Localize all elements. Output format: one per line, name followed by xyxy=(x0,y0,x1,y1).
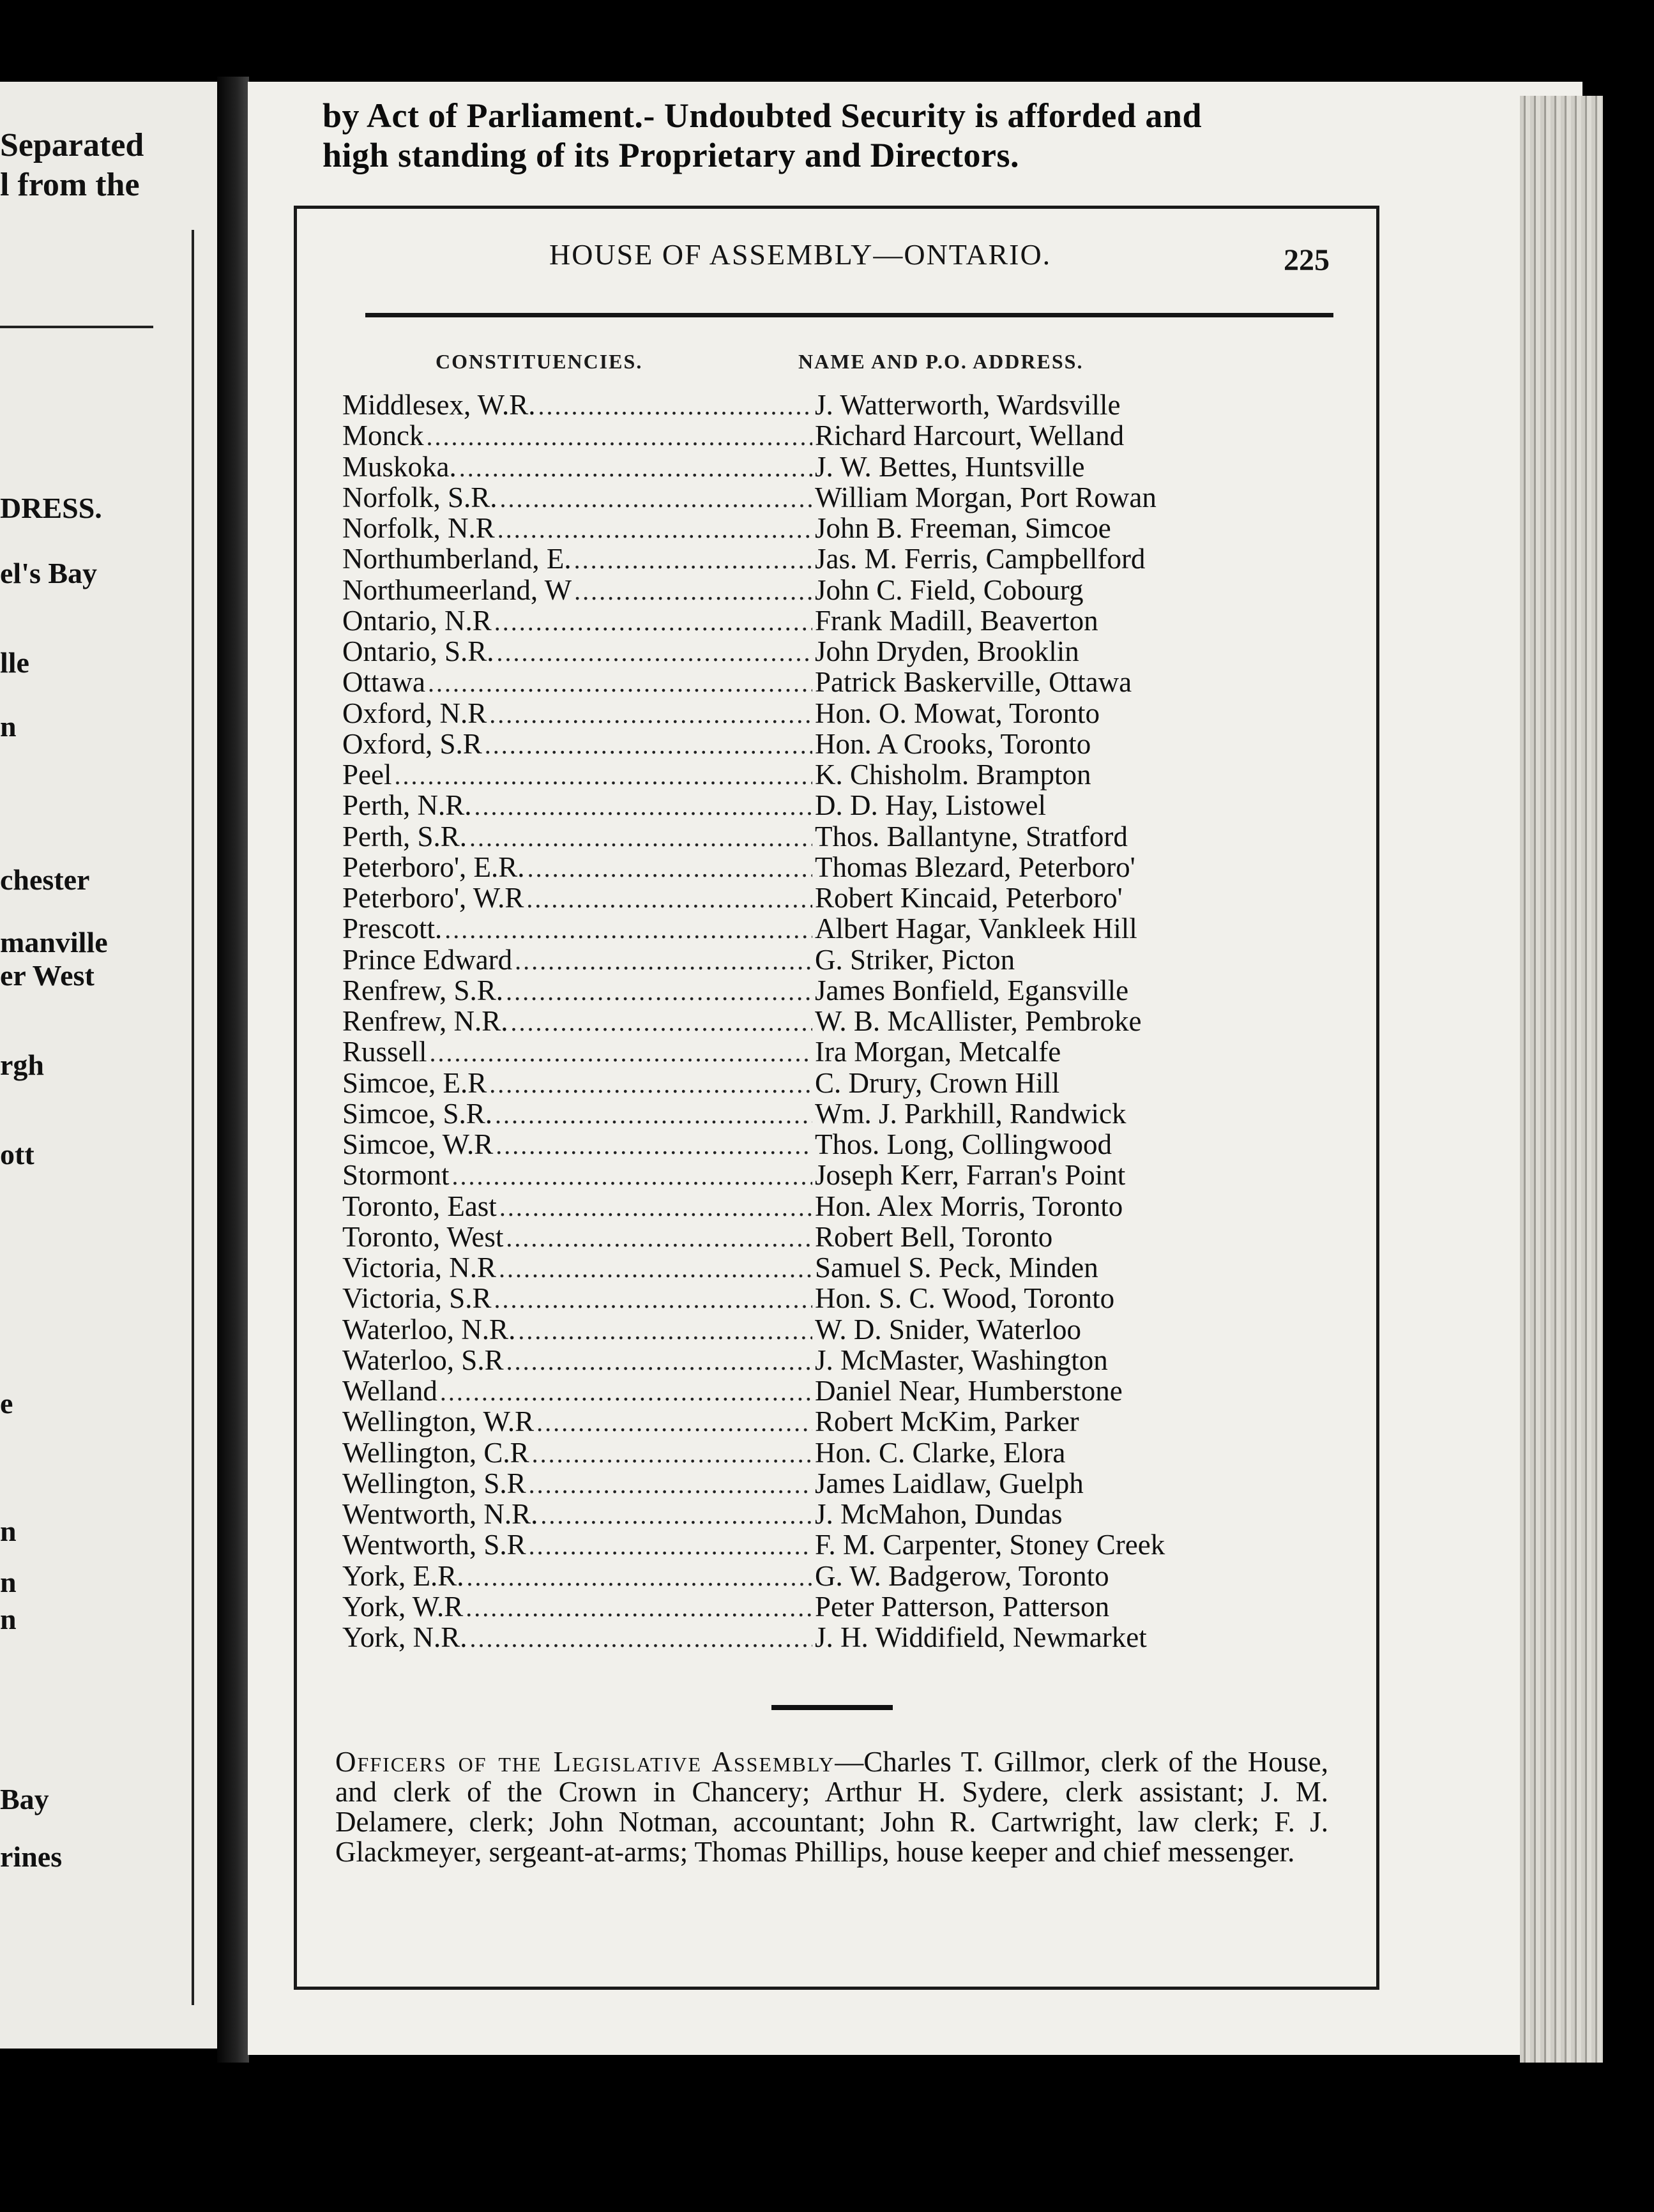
section-divider xyxy=(771,1705,893,1710)
member-name-address: Daniel Near, Humberstone xyxy=(815,1375,1123,1407)
member-name-address: Albert Hagar, Vankleek Hill xyxy=(815,913,1137,945)
dot-leader xyxy=(529,1469,812,1500)
dot-leader xyxy=(469,822,812,853)
constituency-name: Renfrew, S.R. xyxy=(342,974,504,1006)
member-name-address: James Bonfield, Egansville xyxy=(815,974,1129,1006)
member-name-address: Peter Patterson, Patterson xyxy=(815,1590,1110,1623)
member-name-address: D. D. Hay, Listowel xyxy=(815,789,1047,822)
member-row xyxy=(342,665,1300,699)
member-name-address: Robert Bell, Toronto xyxy=(815,1220,1053,1253)
officers-text: —Charles T. Gillmor, clerk of the House, and clerk of the Crown in Chancery; Arthur H. Sydere, clerk assistant; J. M. Delamere, clerk; John Notman, accountant; John R. Cartwright, law clerk; F. J. Glackmeyer, sergeant-at-arms; Thomas Phillips, house keeper and chief messenger. xyxy=(335,1746,1328,1868)
member-name-address: Thomas Blezard, Peterboro' xyxy=(815,851,1135,883)
member-row xyxy=(342,1220,1300,1251)
officers-heading: Officers of the Legislative Assembly xyxy=(335,1746,835,1778)
left-page-fragment-text: chester xyxy=(0,863,90,896)
dot-leader xyxy=(506,1346,812,1377)
constituency-name: York, W.R xyxy=(342,1590,464,1623)
dot-leader xyxy=(574,576,812,607)
member-name-address: K. Chisholm. Brampton xyxy=(815,759,1091,791)
left-page-fragment-text: er West xyxy=(0,959,95,992)
dot-leader xyxy=(496,1130,812,1161)
member-row xyxy=(342,1621,1300,1651)
advertisement-line-1: by Act of Parliament.- Undoubted Security is afforded and xyxy=(322,96,1202,135)
member-row xyxy=(342,1097,1300,1128)
member-row xyxy=(342,1313,1300,1344)
constituency-name: Middlesex, W.R. xyxy=(342,389,536,421)
member-name-address: Joseph Kerr, Farran's Point xyxy=(815,1159,1126,1192)
dot-leader xyxy=(452,1161,812,1192)
constituency-name: Stormont xyxy=(342,1159,450,1192)
member-row xyxy=(342,1436,1300,1467)
dot-leader xyxy=(574,545,812,575)
dot-leader xyxy=(538,391,812,421)
left-page-fragment-text: rines xyxy=(0,1840,63,1873)
member-name-address: Frank Madill, Beaverton xyxy=(815,604,1098,637)
member-name-address: Hon. A Crooks, Toronto xyxy=(815,727,1091,760)
member-row xyxy=(342,1374,1300,1405)
member-row xyxy=(342,1128,1300,1158)
constituency-name: Peel xyxy=(342,759,392,791)
members-list xyxy=(342,388,1300,1651)
constituency-name: Oxford, N.R xyxy=(342,697,487,729)
constituency-name: Ontario, S.R. xyxy=(342,635,494,667)
member-row xyxy=(342,1497,1300,1528)
officers-paragraph xyxy=(335,1747,1328,1867)
member-row xyxy=(342,1035,1300,1066)
constituency-name: Peterboro', E.R. xyxy=(342,851,525,883)
member-row xyxy=(342,1528,1300,1559)
member-name-address: Thos. Long, Collingwood xyxy=(815,1128,1112,1160)
member-name-address: J. McMaster, Washington xyxy=(815,1344,1108,1376)
member-row xyxy=(342,820,1300,851)
constituency-name: Russell xyxy=(342,1036,427,1068)
member-row xyxy=(342,1158,1300,1192)
member-row xyxy=(342,1344,1300,1374)
member-name-address: G. Striker, Picton xyxy=(815,943,1015,976)
member-row xyxy=(342,1251,1300,1282)
member-row xyxy=(342,974,1300,1004)
column-header-name-address: NAME AND P.O. ADDRESS. xyxy=(798,350,1084,373)
member-row xyxy=(342,388,1300,419)
member-row xyxy=(342,450,1300,481)
constituency-name: Oxford, S.R xyxy=(342,727,482,760)
member-name-address: Ira Morgan, Metcalfe xyxy=(815,1036,1061,1068)
left-page-fragment-text: DRESS. xyxy=(0,492,102,524)
left-page-rule xyxy=(0,326,153,328)
left-page-fragment-text: ott xyxy=(0,1138,34,1170)
member-row xyxy=(342,1282,1300,1315)
constituency-name: Victoria, N.R xyxy=(342,1252,496,1284)
member-name-address: John C. Field, Cobourg xyxy=(815,573,1084,606)
member-row xyxy=(342,1066,1300,1097)
header-rule xyxy=(365,313,1333,317)
constituency-name: Ottawa xyxy=(342,666,425,699)
constituency-name: York, N.R. xyxy=(342,1621,467,1653)
member-name-address: John B. Freeman, Simcoe xyxy=(815,512,1111,544)
member-name-address: James Laidlaw, Guelph xyxy=(815,1467,1084,1499)
member-name-address: Hon. O. Mowat, Toronto xyxy=(815,697,1100,729)
constituency-name: Victoria, S.R xyxy=(342,1282,492,1315)
constituency-name: Peterboro', W.R xyxy=(342,882,524,914)
dot-leader xyxy=(474,791,813,822)
member-row xyxy=(342,481,1300,511)
column-header-constituencies: CONSTITUENCIES. xyxy=(436,350,643,373)
constituency-name: Toronto, West xyxy=(342,1220,504,1253)
left-page-fragment-text: manville xyxy=(0,926,108,958)
left-page-fragment-text: el's Bay xyxy=(0,557,98,589)
left-page-fragment-text: Bay xyxy=(0,1783,49,1815)
dot-leader xyxy=(515,946,812,976)
dot-leader xyxy=(532,1439,812,1469)
member-row xyxy=(342,1190,1300,1220)
member-name-address: Wm. J. Parkhill, Randwick xyxy=(815,1097,1127,1130)
dot-leader xyxy=(494,607,812,637)
constituency-name: Wentworth, S.R xyxy=(342,1529,526,1561)
member-row xyxy=(342,758,1300,789)
member-row xyxy=(342,1590,1300,1621)
constituency-name: Norfolk, N.R xyxy=(342,512,495,544)
constituency-name: Monck xyxy=(342,420,424,452)
member-name-address: J. W. Bettes, Huntsville xyxy=(815,450,1085,483)
constituency-name: Renfrew, N.R. xyxy=(342,1005,508,1037)
left-page-fragment-text: n xyxy=(0,1566,17,1598)
dot-leader xyxy=(427,421,813,452)
dot-leader xyxy=(459,453,812,483)
constituency-name: Ontario, N.R xyxy=(342,604,492,637)
constituency-name: Waterloo, N.R. xyxy=(342,1313,516,1345)
member-row xyxy=(342,542,1300,573)
constituency-name: Simcoe, W.R xyxy=(342,1128,494,1160)
member-row xyxy=(342,851,1300,881)
dot-leader xyxy=(500,483,812,514)
member-name-address: Robert Kincaid, Peterboro' xyxy=(815,882,1123,914)
dot-leader xyxy=(536,1407,812,1438)
left-page-fragment-text: l from the xyxy=(0,167,140,203)
member-name-address: Hon. Alex Morris, Toronto xyxy=(815,1190,1123,1222)
dot-leader xyxy=(466,1593,812,1623)
member-row xyxy=(342,511,1300,542)
dot-leader xyxy=(495,1100,812,1130)
dot-leader xyxy=(511,1007,812,1038)
member-row xyxy=(342,419,1300,450)
member-row xyxy=(342,573,1300,604)
member-row xyxy=(342,1405,1300,1436)
constituency-name: Perth, S.R. xyxy=(342,820,467,852)
left-page-fragment-text: n xyxy=(0,710,17,743)
member-name-address: J. McMahon, Dundas xyxy=(815,1498,1063,1530)
dot-leader xyxy=(489,699,812,730)
dot-leader xyxy=(485,730,812,761)
constituency-name: Wellington, W.R xyxy=(342,1405,535,1438)
member-row xyxy=(342,697,1300,727)
member-name-address: J. Watterworth, Wardsville xyxy=(815,389,1121,421)
dot-leader xyxy=(499,1192,812,1223)
dot-leader xyxy=(394,761,812,791)
member-row xyxy=(342,1004,1300,1035)
member-row xyxy=(342,1467,1300,1497)
constituency-name: Simcoe, E.R xyxy=(342,1066,487,1099)
member-name-address: Samuel S. Peck, Minden xyxy=(815,1252,1098,1284)
left-page-fragment-text: Separated xyxy=(0,128,144,163)
member-name-address: Patrick Baskerville, Ottawa xyxy=(815,666,1132,699)
dot-leader xyxy=(497,637,812,668)
left-page-fragment-text: rgh xyxy=(0,1049,44,1081)
constituency-name: Wellington, S.R xyxy=(342,1467,526,1499)
dot-leader xyxy=(497,514,812,545)
member-name-address: W. B. McAllister, Pembroke xyxy=(815,1005,1142,1037)
constituency-name: Northumeerland, W xyxy=(342,573,572,606)
page-title: HOUSE OF ASSEMBLY—ONTARIO. xyxy=(549,238,1052,271)
member-name-address: Richard Harcourt, Welland xyxy=(815,420,1125,452)
dot-leader xyxy=(540,1500,812,1531)
member-name-address: Jas. M. Ferris, Campbellford xyxy=(815,543,1146,575)
dot-leader xyxy=(527,853,812,884)
dot-leader xyxy=(526,884,812,914)
member-name-address: Hon. C. Clarke, Elora xyxy=(815,1436,1066,1469)
dot-leader xyxy=(489,1069,812,1100)
member-row xyxy=(342,1559,1300,1590)
constituency-name: Wentworth, N.R. xyxy=(342,1498,538,1530)
member-name-address: Thos. Ballantyne, Stratford xyxy=(815,820,1128,852)
constituency-name: Welland xyxy=(342,1375,437,1407)
book-spine xyxy=(217,77,249,2063)
member-row xyxy=(342,789,1300,822)
dot-leader xyxy=(470,1623,813,1654)
left-page-fragment-text: e xyxy=(0,1387,13,1420)
dot-leader xyxy=(499,1254,812,1284)
member-row xyxy=(342,912,1300,943)
member-name-address: G. W. Badgerow, Toronto xyxy=(815,1559,1109,1592)
dot-leader xyxy=(466,1562,812,1593)
constituency-name: Norfolk, S.R. xyxy=(342,481,497,513)
member-name-address: Hon. S. C. Wood, Toronto xyxy=(815,1282,1115,1315)
constituency-name: Prescott. xyxy=(342,913,443,945)
dot-leader xyxy=(440,1377,812,1407)
dot-leader xyxy=(444,914,812,945)
constituency-name: Toronto, East xyxy=(342,1190,497,1222)
constituency-name: Simcoe, S.R. xyxy=(342,1097,493,1130)
constituency-name: Prince Edward xyxy=(342,943,513,976)
dot-leader xyxy=(506,976,812,1007)
member-name-address: John Dryden, Brooklin xyxy=(815,635,1079,667)
dot-leader xyxy=(494,1284,812,1315)
page-number: 225 xyxy=(1284,243,1330,277)
constituency-name: Perth, N.R. xyxy=(342,789,472,822)
member-name-address: Robert McKim, Parker xyxy=(815,1405,1079,1438)
advertisement-line-2: high standing of its Proprietary and Directors. xyxy=(322,136,1020,174)
member-row xyxy=(342,943,1300,974)
dot-leader xyxy=(506,1223,812,1254)
member-row xyxy=(342,635,1300,665)
member-name-address: William Morgan, Port Rowan xyxy=(815,481,1157,513)
left-page-fragment-text: n xyxy=(0,1603,17,1635)
constituency-name: Wellington, C.R xyxy=(342,1436,529,1469)
left-page-fragment-text: lle xyxy=(0,646,29,679)
left-page-fragment-text: n xyxy=(0,1515,17,1547)
member-row xyxy=(342,881,1300,912)
page-edges xyxy=(1520,96,1603,2063)
member-name-address: C. Drury, Crown Hill xyxy=(815,1066,1060,1099)
member-name-address: W. D. Snider, Waterloo xyxy=(815,1313,1082,1345)
constituency-name: Muskoka. xyxy=(342,450,457,483)
constituency-name: Northumberland, E. xyxy=(342,543,572,575)
constituency-name: York, E.R. xyxy=(342,1559,464,1592)
dot-leader xyxy=(518,1315,812,1346)
member-row xyxy=(342,727,1300,758)
constituency-name: Waterloo, S.R xyxy=(342,1344,504,1376)
member-name-address: F. M. Carpenter, Stoney Creek xyxy=(815,1529,1165,1561)
dot-leader xyxy=(529,1531,812,1561)
dot-leader xyxy=(428,668,812,699)
member-row xyxy=(342,604,1300,635)
dot-leader xyxy=(430,1038,812,1068)
member-name-address: J. H. Widdifield, Newmarket xyxy=(815,1621,1147,1653)
